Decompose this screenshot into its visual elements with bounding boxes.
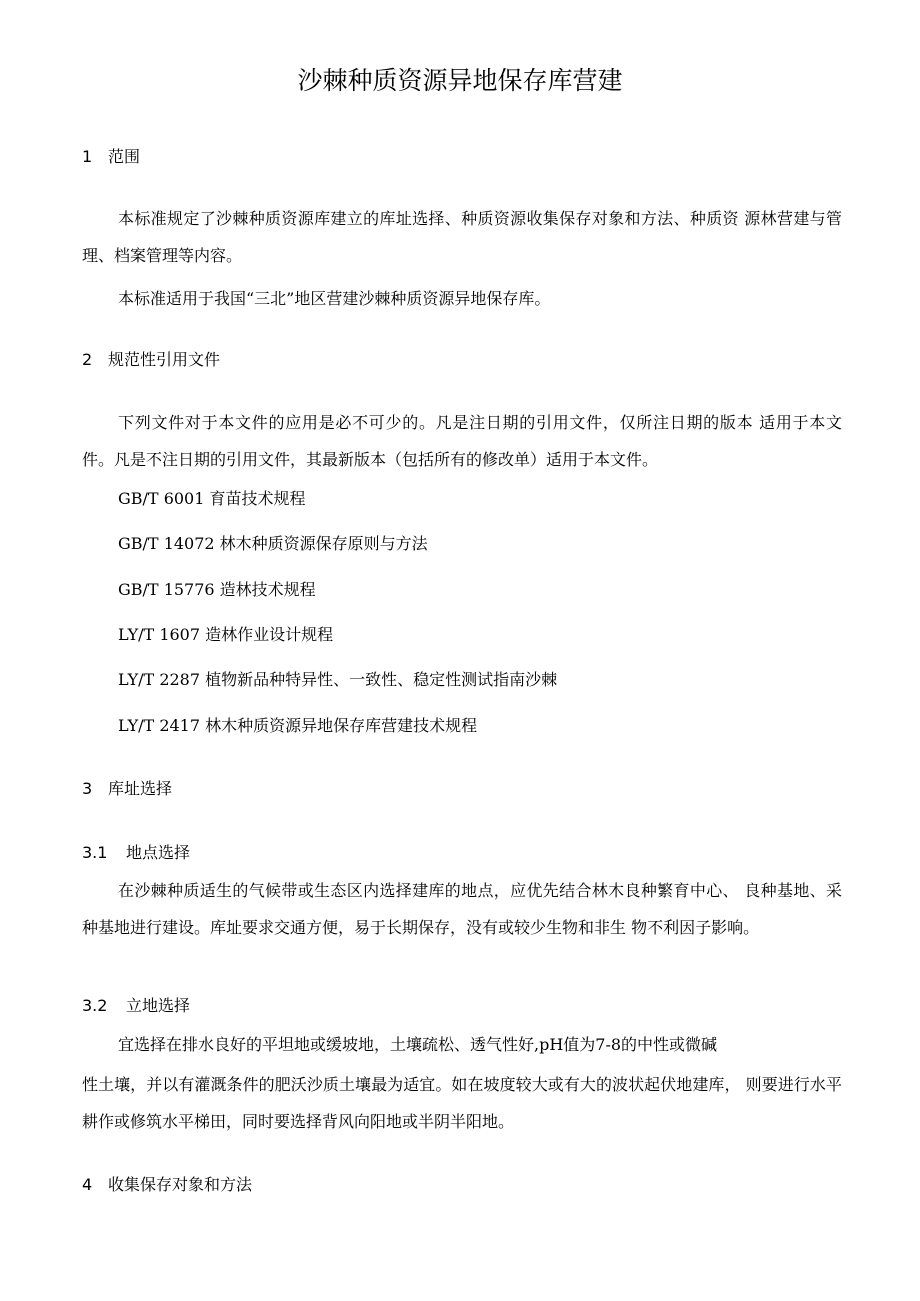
paragraph-scope-1: 本标准规定了沙棘种质资源库建立的库址选择、种质资源收集保存对象和方法、种质资 源林营建与管理、档案管理等内容。: [82, 209, 842, 265]
reference-item: GB/T 15776 造林技术规程: [118, 580, 316, 599]
section-number: 3.1: [82, 843, 108, 862]
section-number: 3: [82, 779, 93, 798]
paragraph-refs-intro: 下列文件对于本文件的应用是必不可少的。凡是注日期的引用文件，仅所注日期的版本 适用于本文件。凡是不注日期的引用文件，其最新版本（包括所有的修改单）适用于本文件。: [82, 413, 842, 469]
section-title: 范围: [108, 147, 141, 166]
section-title: 库址选择: [108, 779, 173, 798]
section-title: 收集保存对象和方法: [108, 1175, 253, 1194]
subsection-heading-3-2: [82, 994, 190, 1018]
subsection-heading-3-1: [82, 841, 190, 865]
reference-item: LY/T 1607 造林作业设计规程: [118, 625, 334, 644]
section-heading-2: [82, 348, 220, 372]
section-heading-1: [82, 145, 140, 169]
paragraph-site-location: 在沙棘种质适生的气候带或生态区内选择建库的地点，应优先结合林木良种繁育中心、 良种基地、采种基地进行建设。库址要求交通方便，易于长期保存，没有或较少生物和非生 物不利因子影响。: [82, 881, 842, 937]
section-number: 4: [82, 1175, 93, 1194]
reference-item: LY/T 2287 植物新品种特异性、一致性、稳定性测试指南沙棘: [118, 670, 558, 689]
document-title: 沙棘种质资源异地保存库营建: [297, 66, 623, 95]
section-title: 地点选择: [126, 843, 191, 862]
reference-item: GB/T 6001 育苗技术规程: [118, 489, 306, 508]
paragraph-site-condition-line-1: 宜选择在排水良好的平坦地或缓坡地，土壤疏松、透气性好,pH值为7-8的中性或微碱: [118, 1035, 718, 1054]
paragraph-site-condition-cont: 性土壤，并以有灌溉条件的肥沃沙质土壤最为适宜。如在坡度较大或有大的波状起伏地建库， 则要进行水平耕作或修筑水平梯田，同时要选择背风向阳地或半阴半阳地。: [82, 1075, 842, 1131]
reference-item: GB/T 14072 林木种质资源保存原则与方法: [118, 534, 428, 553]
section-number: 1: [82, 147, 93, 166]
reference-item: LY/T 2417 林木种质资源异地保存库营建技术规程: [118, 716, 478, 735]
paragraph-scope-2: 本标准适用于我国“三北”地区营建沙棘种质资源异地保存库。: [118, 289, 551, 308]
section-title: 立地选择: [126, 996, 191, 1015]
section-number: 3.2: [82, 996, 108, 1015]
section-number: 2: [82, 350, 93, 369]
section-title: 规范性引用文件: [108, 350, 221, 369]
section-heading-4: [82, 1173, 252, 1197]
section-heading-3: [82, 777, 172, 801]
